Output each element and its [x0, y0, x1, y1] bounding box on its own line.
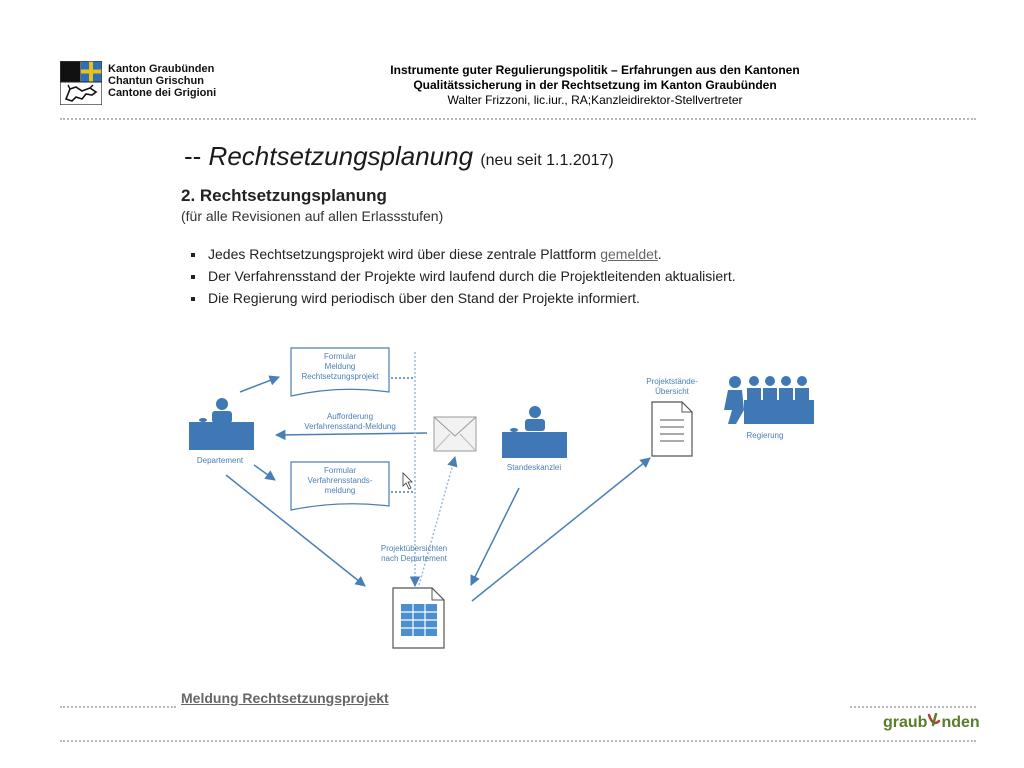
- footer-divider-right-top: [850, 706, 976, 708]
- header-line-1: Instrumente guter Regulierungspolitik – Erfahrungen aus den Kantonen: [390, 63, 800, 77]
- header-line-3: Walter Frizzoni, lic.iur., RA;Kanzleidirektor-Stellvertreter: [447, 93, 743, 107]
- bullet-item-3: ▪ Die Regierung wird periodisch über den Stand der Projekte informiert.: [206, 287, 846, 309]
- meldung-link[interactable]: Meldung Rechtsetzungsprojekt: [181, 690, 389, 706]
- doc2-label-line-2: Verfahrensstands-: [307, 476, 373, 485]
- doc1-label-line-2: Meldung: [324, 362, 356, 371]
- overview-document-icon: [652, 402, 692, 456]
- doc2-label-line-3: meldung: [324, 486, 356, 495]
- slide-title-suffix: (neu seit 1.1.2017): [480, 152, 614, 169]
- logo-text-part-2: nden: [941, 714, 980, 731]
- doc2-label: [291, 466, 389, 496]
- gemeldet-link[interactable]: gemeldet: [600, 246, 658, 262]
- request-label-line-1: Aufforderung: [326, 412, 374, 421]
- overview-label: [632, 377, 712, 397]
- doc1-label-line-3: Rechtsetzungsprojekt: [301, 372, 379, 381]
- proj-overview-label-line-2: nach Departement: [381, 554, 447, 563]
- section-heading: 2. Rechtsetzungsplanung: [181, 186, 387, 205]
- departement-label: Departement: [196, 456, 244, 465]
- slide-title-prefix: --: [184, 141, 209, 171]
- overview-label-line-1: Projektstände-: [646, 377, 698, 386]
- request-label-line-2: Verfahrensstand-Meldung: [304, 422, 396, 431]
- regierung-table-icon: [724, 376, 814, 424]
- bullet-1-text: Jedes Rechtsetzungsprojekt wird über diese zentrale Plattform: [208, 246, 601, 262]
- footer-bottom-divider: [60, 740, 976, 742]
- logo-mark-icon: [927, 713, 941, 729]
- graubuenden-logo: [883, 713, 980, 732]
- proj-overview-label: [364, 544, 464, 564]
- slide-title-text: Rechtsetzungsplanung: [208, 141, 474, 171]
- request-label: [300, 412, 400, 432]
- logo-text-part-1: graub: [883, 714, 928, 731]
- canton-name-de: Kanton Graubünden: [108, 63, 215, 75]
- proj-overview-label-line-1: Projektübersichten: [380, 544, 448, 553]
- mouse-cursor-icon: [403, 473, 412, 489]
- standeskanzlei-label: Standeskanzlei: [506, 463, 562, 472]
- doc1-label-line-1: Formular: [323, 352, 356, 361]
- canton-name-rm: Chantun Grischun: [108, 75, 204, 87]
- spreadsheet-document-icon: [393, 588, 444, 648]
- bullet-1-end: .: [657, 246, 662, 262]
- regierung-label: Regierung: [746, 431, 784, 440]
- section-subheading: (für alle Revisionen auf allen Erlassstufen): [181, 208, 444, 224]
- overview-label-line-2: Übersicht: [655, 387, 689, 396]
- departement-desk-icon: [189, 398, 254, 450]
- standeskanzlei-desk-icon: [502, 406, 567, 458]
- doc2-label-line-1: Formular: [323, 466, 356, 475]
- footer-divider-left: [60, 706, 176, 708]
- bullet-item-2: ▪ Der Verfahrensstand der Projekte wird laufend durch die Projektleitenden aktualisiert.: [206, 265, 846, 287]
- canton-name-it: Cantone dei Grigioni: [108, 87, 217, 99]
- envelope-icon: [434, 417, 476, 451]
- header-line-2: Qualitätssicherung in der Rechtsetzung im Kanton Graubünden: [413, 78, 777, 92]
- doc1-label: [291, 352, 389, 382]
